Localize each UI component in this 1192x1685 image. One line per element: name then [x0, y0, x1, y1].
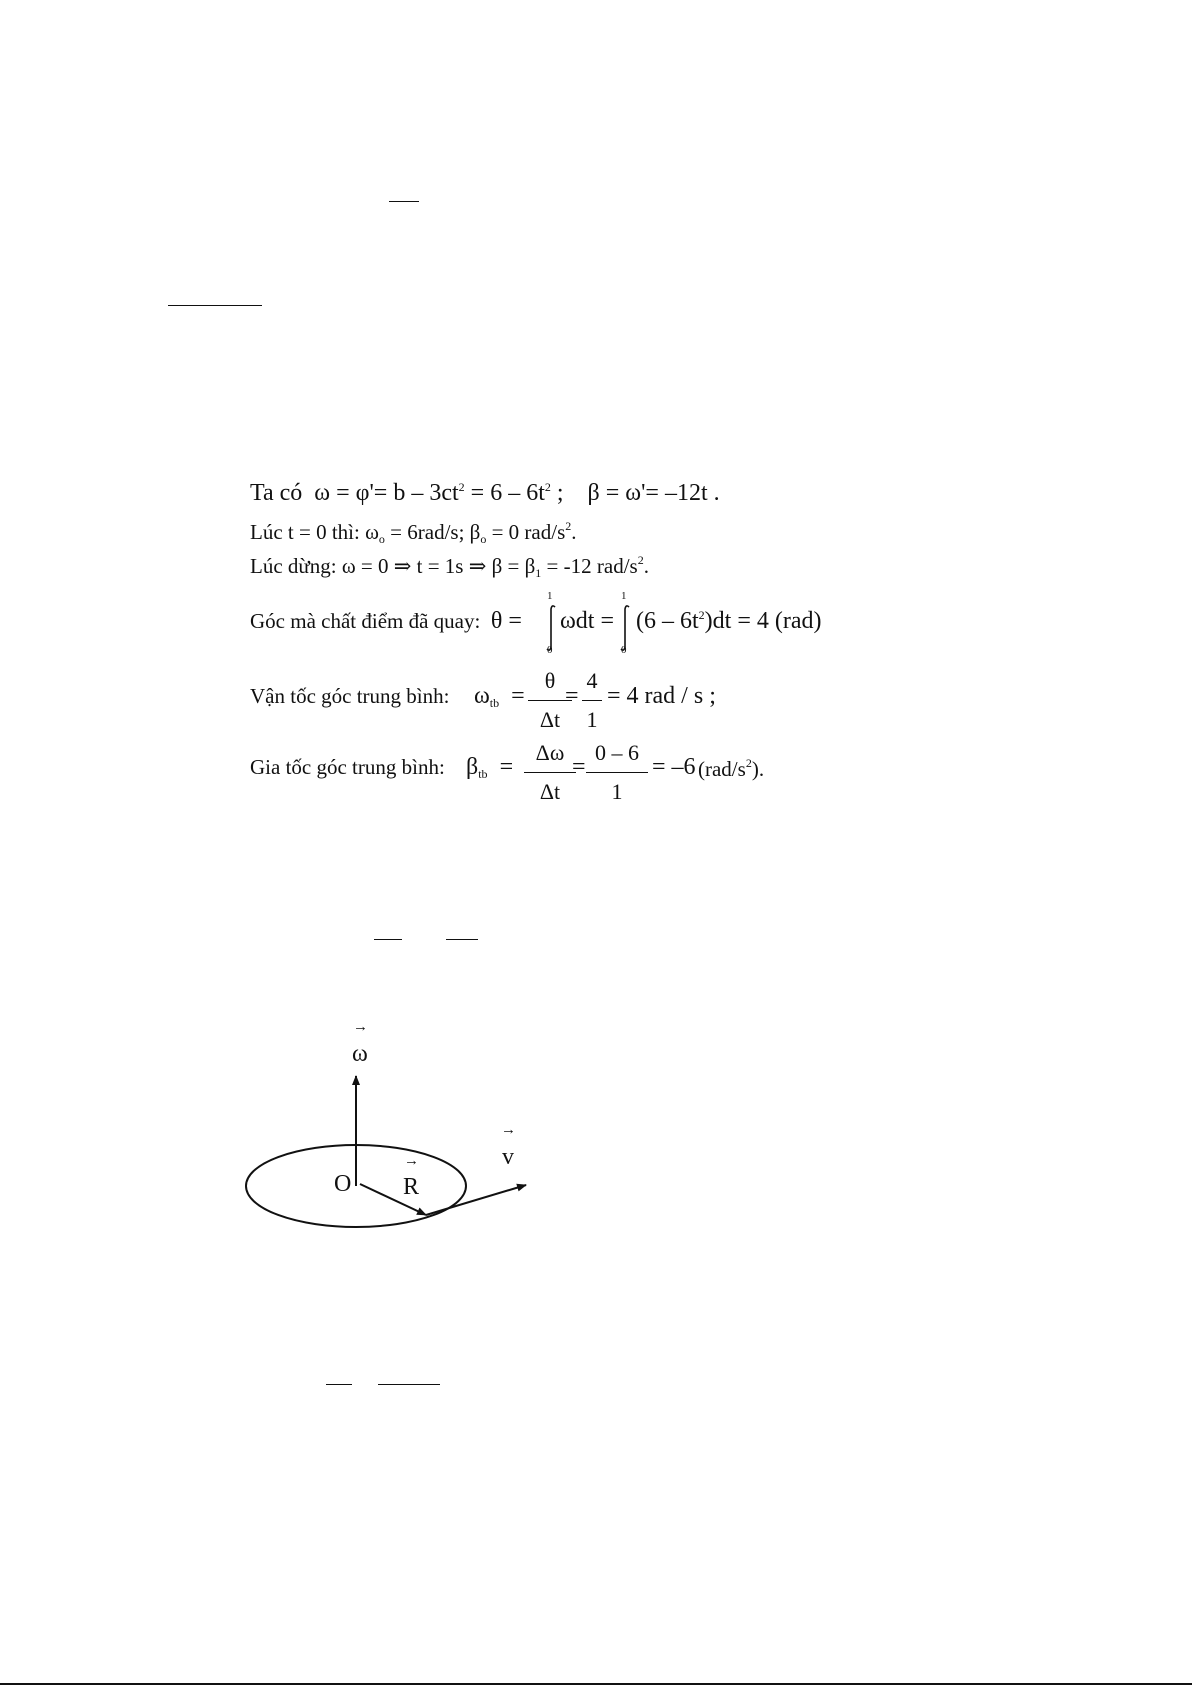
beta-equation: β = ω'= –12t .	[587, 480, 720, 506]
subscript: tb	[478, 767, 488, 781]
equals	[572, 755, 586, 779]
separator: ;	[550, 480, 564, 506]
arrow-icon: →	[404, 1153, 419, 1169]
fraction-domega-over-dt	[524, 740, 576, 805]
text: Vận tốc góc trung bình:	[250, 684, 450, 708]
text: (6 – 6t	[636, 608, 699, 634]
omega-vector-label	[352, 1042, 368, 1066]
fraction-bar-bottom-1	[326, 1384, 352, 1385]
integral-2-body	[636, 609, 822, 633]
equals: =	[499, 754, 514, 780]
text: ).	[751, 757, 765, 781]
text: .	[643, 554, 649, 578]
superscript: 2	[637, 553, 644, 567]
equals: =	[572, 754, 586, 780]
omega-average	[474, 684, 525, 709]
beta-average	[466, 755, 513, 780]
equation-middle: = 6 – 6t	[464, 480, 545, 506]
velocity-vector-label	[502, 1145, 514, 1169]
omega-vector-arrow-glyph	[353, 1020, 368, 1035]
radius-vector-arrow-glyph	[404, 1154, 419, 1169]
numerator: 0 – 6	[595, 740, 639, 765]
integral-2	[617, 590, 633, 656]
arrow-icon: →	[501, 1122, 516, 1138]
text: Ta có	[250, 480, 303, 506]
text: = 4 rad / s ;	[607, 683, 716, 709]
arrow-icon: →	[353, 1019, 368, 1035]
r-label: R	[403, 1174, 420, 1200]
v-label: v	[502, 1144, 514, 1170]
integral-lower-limit: 0	[547, 644, 553, 656]
subscript: o	[378, 532, 385, 546]
text: Gia tốc góc trung bình:	[250, 755, 445, 779]
beta-symbol: β	[466, 754, 479, 780]
velocity-vector-arrow	[426, 1185, 526, 1215]
integral-upper-limit: 1	[547, 590, 553, 602]
equation-line-2	[250, 520, 577, 545]
text: (rad/s	[698, 757, 746, 781]
fraction-bar-mid-1	[374, 939, 402, 940]
integral-1-body	[560, 609, 614, 633]
text: = –6	[652, 754, 696, 780]
text: Lúc dừng: ω = 0 ⇒ t = 1s ⇒ β = β	[250, 554, 536, 578]
exponent: 2	[698, 608, 705, 622]
section-underline	[168, 305, 262, 306]
omega-symbol: ω	[474, 683, 490, 709]
text: = 0 rad/s	[486, 520, 566, 544]
denominator: 1	[586, 772, 648, 805]
equation-line-6	[250, 757, 445, 778]
fraction-bar-top	[389, 201, 419, 202]
subscript: o	[480, 532, 487, 546]
text: ωdt =	[560, 608, 614, 634]
radius-vector-label	[403, 1175, 419, 1199]
text: )dt = 4 (rad)	[704, 608, 822, 634]
text: = 6rad/s; β	[384, 520, 481, 544]
equals	[565, 684, 579, 708]
equation-line-5	[250, 686, 449, 707]
denominator: Δt	[524, 772, 576, 805]
text: Góc mà chất điểm đã quay:	[250, 609, 481, 633]
fraction-bar-mid-2	[446, 939, 478, 940]
omega-equation: ω = φ'= b – 3ct	[314, 480, 459, 506]
equals: =	[511, 683, 525, 709]
superscript: 2	[745, 756, 752, 770]
omega-label: ω	[352, 1041, 368, 1067]
exponent: 2	[458, 480, 465, 494]
text: Lúc t = 0 thì: ω	[250, 520, 379, 544]
beta-result	[652, 755, 696, 779]
text: = -12 rad/s	[541, 554, 638, 578]
denominator: 1	[582, 700, 602, 733]
fraction-4-over-1	[582, 668, 602, 733]
integral-lower-limit: 0	[621, 644, 627, 656]
origin-o-label: O	[334, 1171, 352, 1197]
exponent: 2	[544, 480, 551, 494]
numerator: 4	[586, 668, 598, 693]
equation-line-4	[250, 609, 522, 633]
integral-1	[543, 590, 559, 656]
fraction-0minus6-over-1	[586, 740, 648, 805]
equals: =	[565, 683, 579, 709]
subscript: tb	[489, 696, 500, 710]
theta-equals: θ =	[490, 608, 522, 634]
subscript: 1	[535, 566, 542, 580]
denominator: Δt	[528, 700, 572, 733]
superscript: 2	[565, 519, 572, 533]
rotation-diagram	[230, 1010, 550, 1230]
numerator: Δω	[535, 740, 565, 765]
origin-label	[334, 1172, 351, 1196]
omega-result	[607, 684, 716, 708]
fraction-bar-bottom-2	[378, 1384, 440, 1385]
equation-line-3	[250, 554, 649, 579]
text: .	[571, 520, 577, 544]
numerator: θ	[544, 668, 556, 693]
equation-line-1	[250, 481, 720, 505]
velocity-vector-arrow-glyph	[501, 1123, 516, 1138]
beta-unit	[698, 757, 764, 780]
integral-upper-limit: 1	[621, 590, 627, 602]
